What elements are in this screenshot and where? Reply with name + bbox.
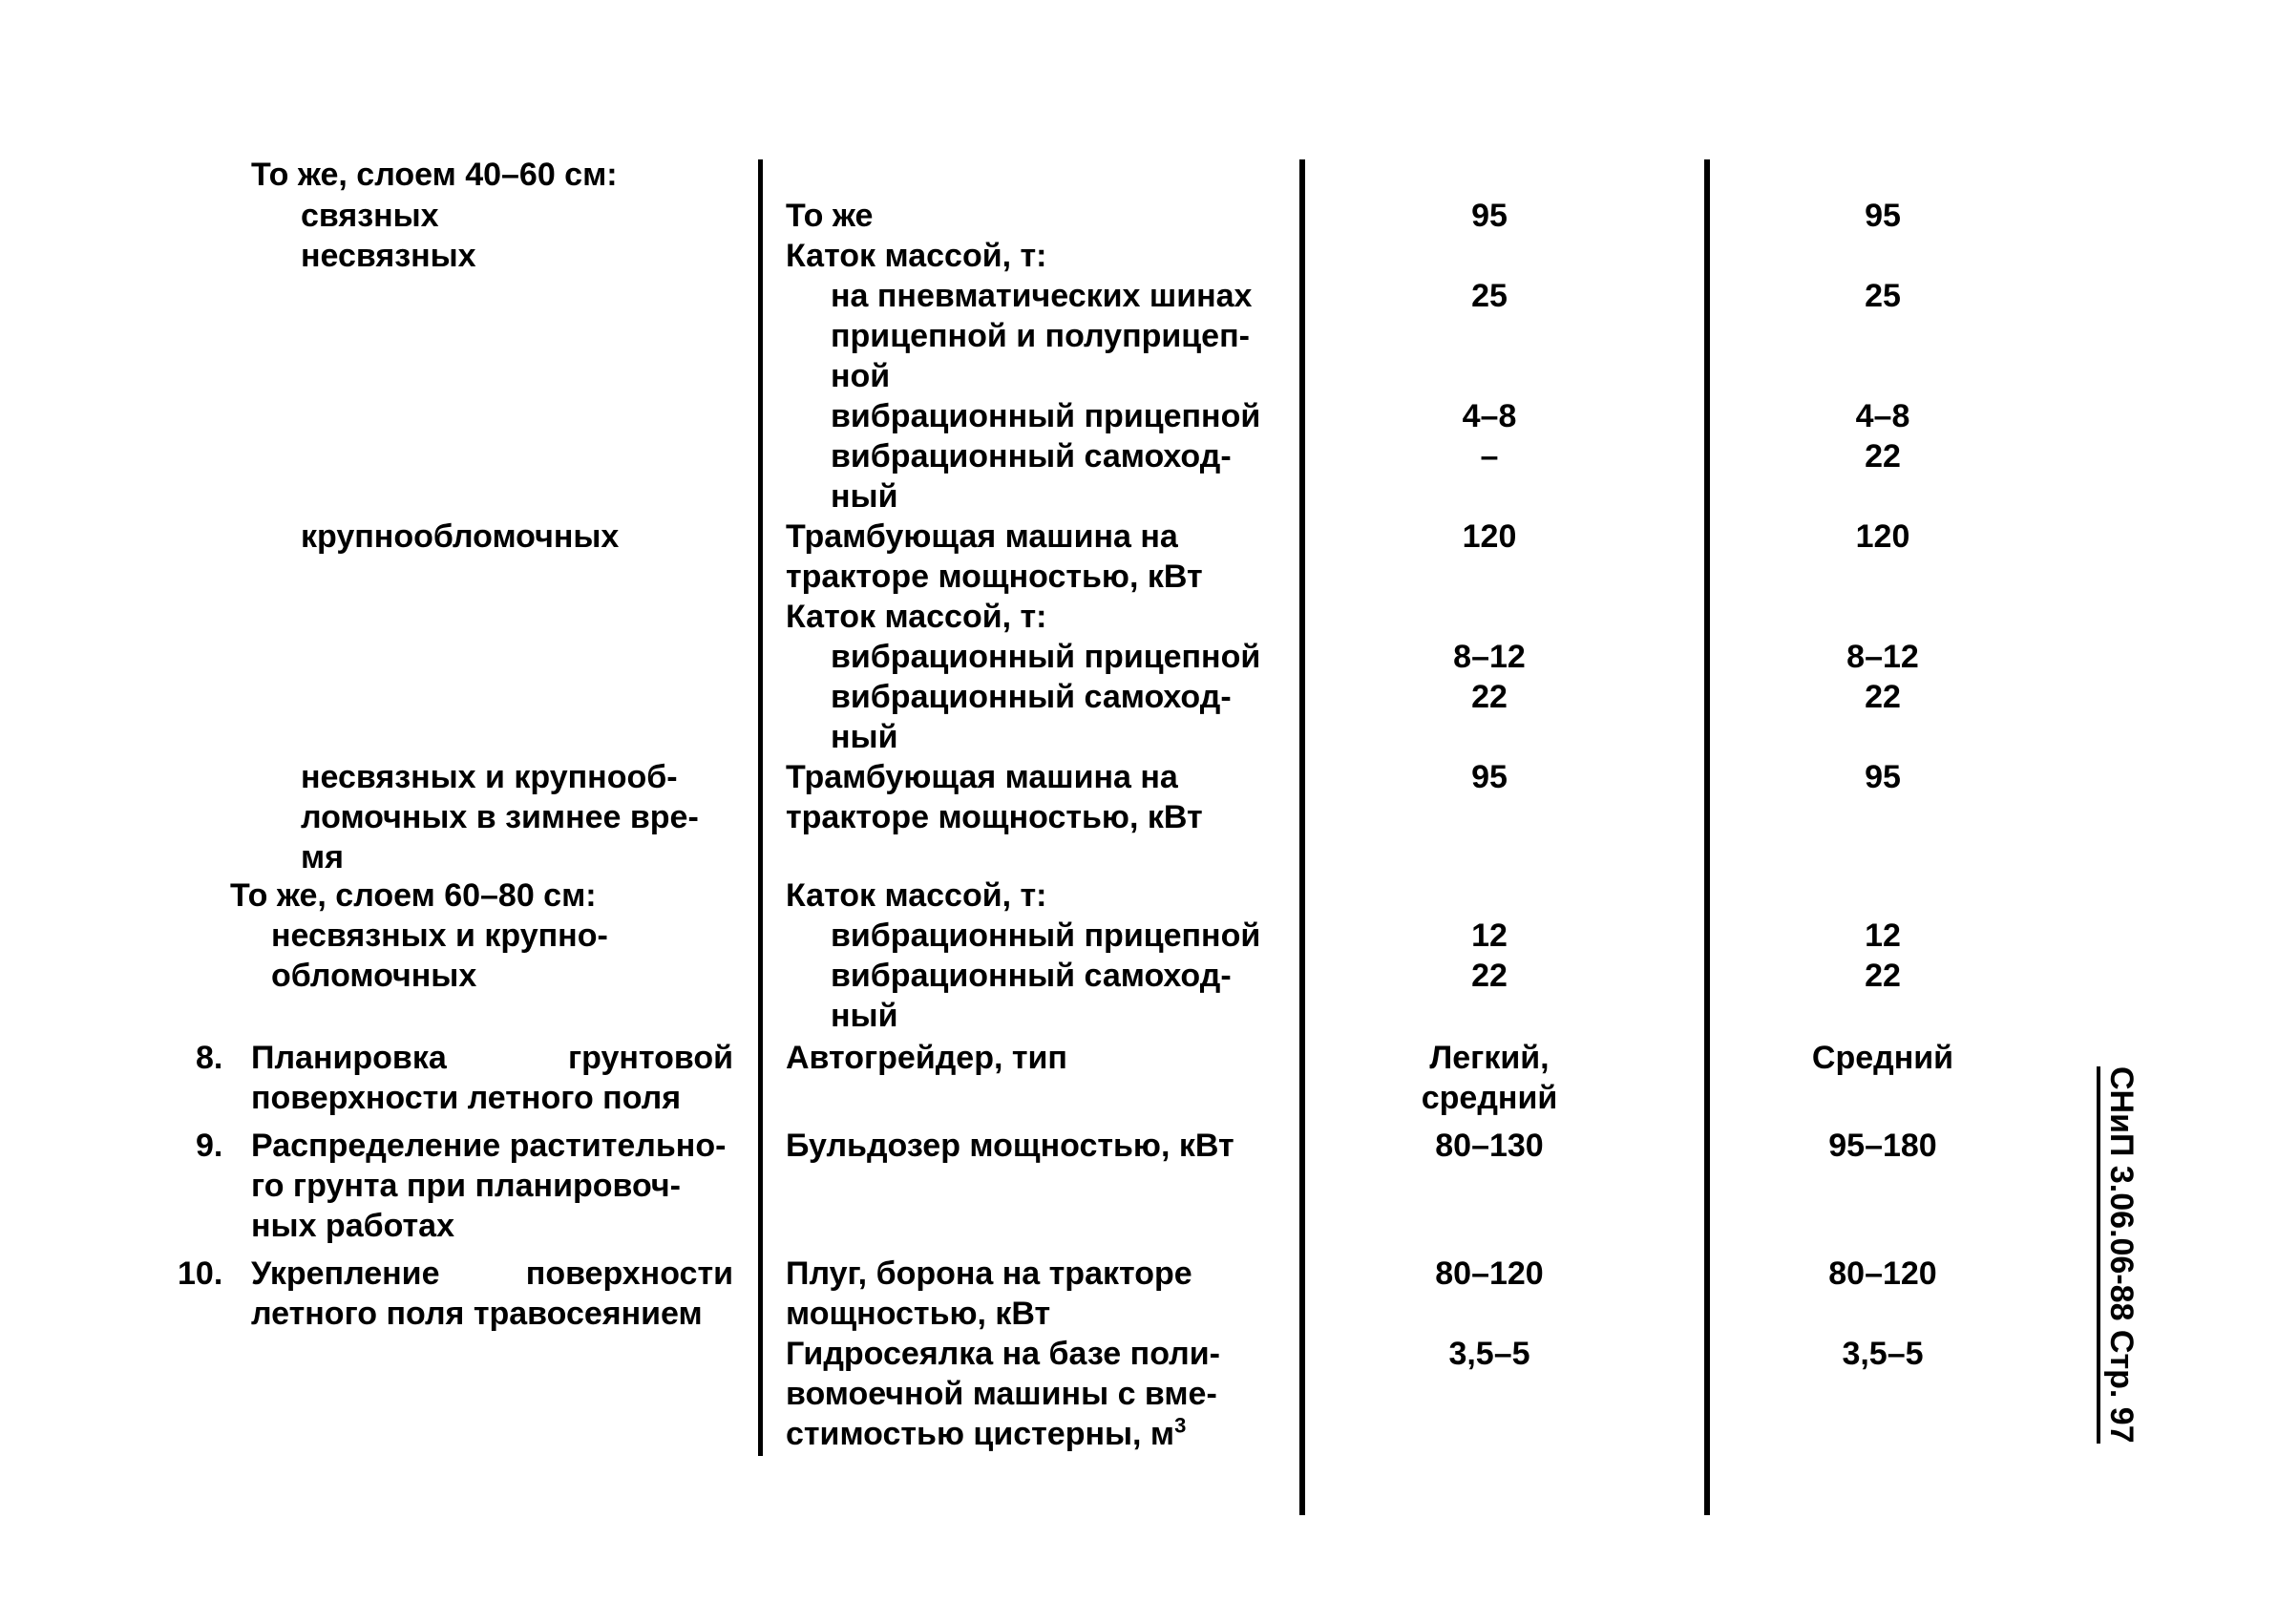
winter-tamp-line-1: Трамбующая машина на bbox=[786, 759, 1178, 795]
coarse-tamp-line-1: Трамбующая машина на bbox=[786, 518, 1178, 555]
item8-col3-line-1: Легкий, bbox=[1429, 1040, 1550, 1076]
vib-self-2-col3: 22 bbox=[1471, 679, 1508, 715]
item10-hydro-col3: 3,5–5 bbox=[1448, 1336, 1530, 1372]
vib-trailed-2-col3: 8–12 bbox=[1453, 639, 1526, 675]
item10-number: 10. bbox=[178, 1255, 223, 1292]
roller-heading-2: Каток массой, т: bbox=[786, 599, 1047, 635]
pneumatic-roller-line-2: прицепной и полуприцеп- bbox=[831, 318, 1250, 354]
item9-label-line-2: го грунта при планировоч- bbox=[251, 1168, 681, 1204]
vib-trailed-3-col4: 12 bbox=[1865, 917, 1901, 954]
coarse-tamp-col3: 120 bbox=[1462, 518, 1517, 555]
cubic-superscript: 3 bbox=[1174, 1413, 1187, 1438]
item10-plough-line-1: Плуг, борона на тракторе bbox=[786, 1255, 1192, 1292]
side-page-header: СНиП 3.06.06-88 Стр. 97 bbox=[2097, 1066, 2141, 1444]
cohesive-value-col4: 95 bbox=[1865, 198, 1901, 234]
column-divider-2 bbox=[1299, 159, 1305, 1515]
item9-machine: Бульдозер мощностью, кВт bbox=[786, 1128, 1234, 1164]
item9-number: 9. bbox=[196, 1128, 223, 1164]
pneumatic-value-col3: 25 bbox=[1471, 278, 1508, 314]
column-divider-3 bbox=[1704, 159, 1710, 1515]
vib-trailed-2: вибрационный прицепной bbox=[831, 639, 1261, 675]
vib-self-1-col4: 22 bbox=[1865, 438, 1901, 475]
pneumatic-roller-line-3: ной bbox=[831, 358, 891, 394]
coarse-label: крупнообломочных bbox=[301, 518, 620, 555]
item9-label-line-1: Распределение растительно- bbox=[251, 1128, 727, 1164]
pneumatic-roller-line-1: на пневматических шинах bbox=[831, 278, 1253, 314]
item9-col3: 80–130 bbox=[1435, 1128, 1544, 1164]
vib-self-3-line-2: ный bbox=[831, 998, 898, 1034]
item10-label-line-1: Укрепление поверхности bbox=[251, 1255, 733, 1292]
layer60-label-line-2: обломочных bbox=[271, 958, 477, 994]
winter-label-line-2: ломочных в зимнее вре- bbox=[301, 799, 699, 835]
vib-trailed-2-col4: 8–12 bbox=[1846, 639, 1919, 675]
vib-trailed-1: вибрационный прицепной bbox=[831, 398, 1261, 434]
vib-self-3-line-1: вибрационный самоход- bbox=[831, 958, 1232, 994]
vib-self-3-col4: 22 bbox=[1865, 958, 1901, 994]
winter-label-line-3: мя bbox=[301, 839, 344, 875]
vib-trailed-1-col4: 4–8 bbox=[1855, 398, 1910, 434]
roller-heading-1: Каток массой, т: bbox=[786, 238, 1047, 274]
item10-hydro-col4: 3,5–5 bbox=[1842, 1336, 1924, 1372]
cohesive-machine: То же bbox=[786, 198, 874, 234]
layer60-heading: То же, слоем 60–80 см: bbox=[230, 877, 597, 914]
cohesive-label: связных bbox=[301, 198, 439, 234]
item9-col4: 95–180 bbox=[1828, 1128, 1937, 1164]
winter-label-line-1: несвязных и крупнооб- bbox=[301, 759, 678, 795]
item10-hydro-line-1: Гидросеялка на базе поли- bbox=[786, 1336, 1220, 1372]
item8-label-line-1: Планировка грунтовой bbox=[251, 1040, 733, 1076]
item10-plough-col3: 80–120 bbox=[1435, 1255, 1544, 1292]
winter-col4: 95 bbox=[1865, 759, 1901, 795]
item10-label-line-2: летного поля травосеянием bbox=[251, 1296, 703, 1332]
vib-self-2-line-2: ный bbox=[831, 719, 898, 755]
cohesive-value-col3: 95 bbox=[1471, 198, 1508, 234]
item8-machine: Автогрейдер, тип bbox=[786, 1040, 1067, 1076]
item8-number: 8. bbox=[196, 1040, 223, 1076]
vib-self-1-line-1: вибрационный самоход- bbox=[831, 438, 1232, 475]
vib-trailed-1-col3: 4–8 bbox=[1462, 398, 1517, 434]
layer60-label-line-1: несвязных и крупно- bbox=[271, 917, 608, 954]
item10-hydro-line-2: вомоечной машины с вме- bbox=[786, 1376, 1217, 1412]
item10-hydro-line-3-text: стимостью цистерны, м bbox=[786, 1416, 1175, 1452]
layer40-heading: То же, слоем 40–60 см: bbox=[251, 157, 618, 193]
vib-trailed-3: вибрационный прицепной bbox=[831, 917, 1261, 954]
item10-plough-col4: 80–120 bbox=[1828, 1255, 1937, 1292]
pneumatic-value-col4: 25 bbox=[1865, 278, 1901, 314]
vib-trailed-3-col3: 12 bbox=[1471, 917, 1508, 954]
item8-col4: Средний bbox=[1811, 1040, 1954, 1076]
item8-col3-line-2: средний bbox=[1421, 1080, 1558, 1116]
item10-plough-line-2: мощностью, кВт bbox=[786, 1296, 1051, 1332]
item10-hydro-line-3 bbox=[786, 1415, 1186, 1453]
item8-label-line-2: поверхности летного поля bbox=[251, 1080, 682, 1116]
noncohesive-label: несвязных bbox=[301, 238, 476, 274]
item9-label-line-3: ных работах bbox=[251, 1208, 454, 1244]
coarse-tamp-col4: 120 bbox=[1855, 518, 1910, 555]
vib-self-1-line-2: ный bbox=[831, 478, 898, 515]
roller-heading-3: Каток массой, т: bbox=[786, 877, 1047, 914]
winter-col3: 95 bbox=[1471, 759, 1508, 795]
vib-self-2-col4: 22 bbox=[1865, 679, 1901, 715]
vib-self-1-col3: – bbox=[1480, 438, 1499, 475]
winter-tamp-line-2: тракторе мощностью, кВт bbox=[786, 799, 1203, 835]
coarse-tamp-line-2: тракторе мощностью, кВт bbox=[786, 559, 1203, 595]
vib-self-3-col3: 22 bbox=[1471, 958, 1508, 994]
vib-self-2-line-1: вибрационный самоход- bbox=[831, 679, 1232, 715]
column-divider-1 bbox=[758, 159, 763, 1456]
